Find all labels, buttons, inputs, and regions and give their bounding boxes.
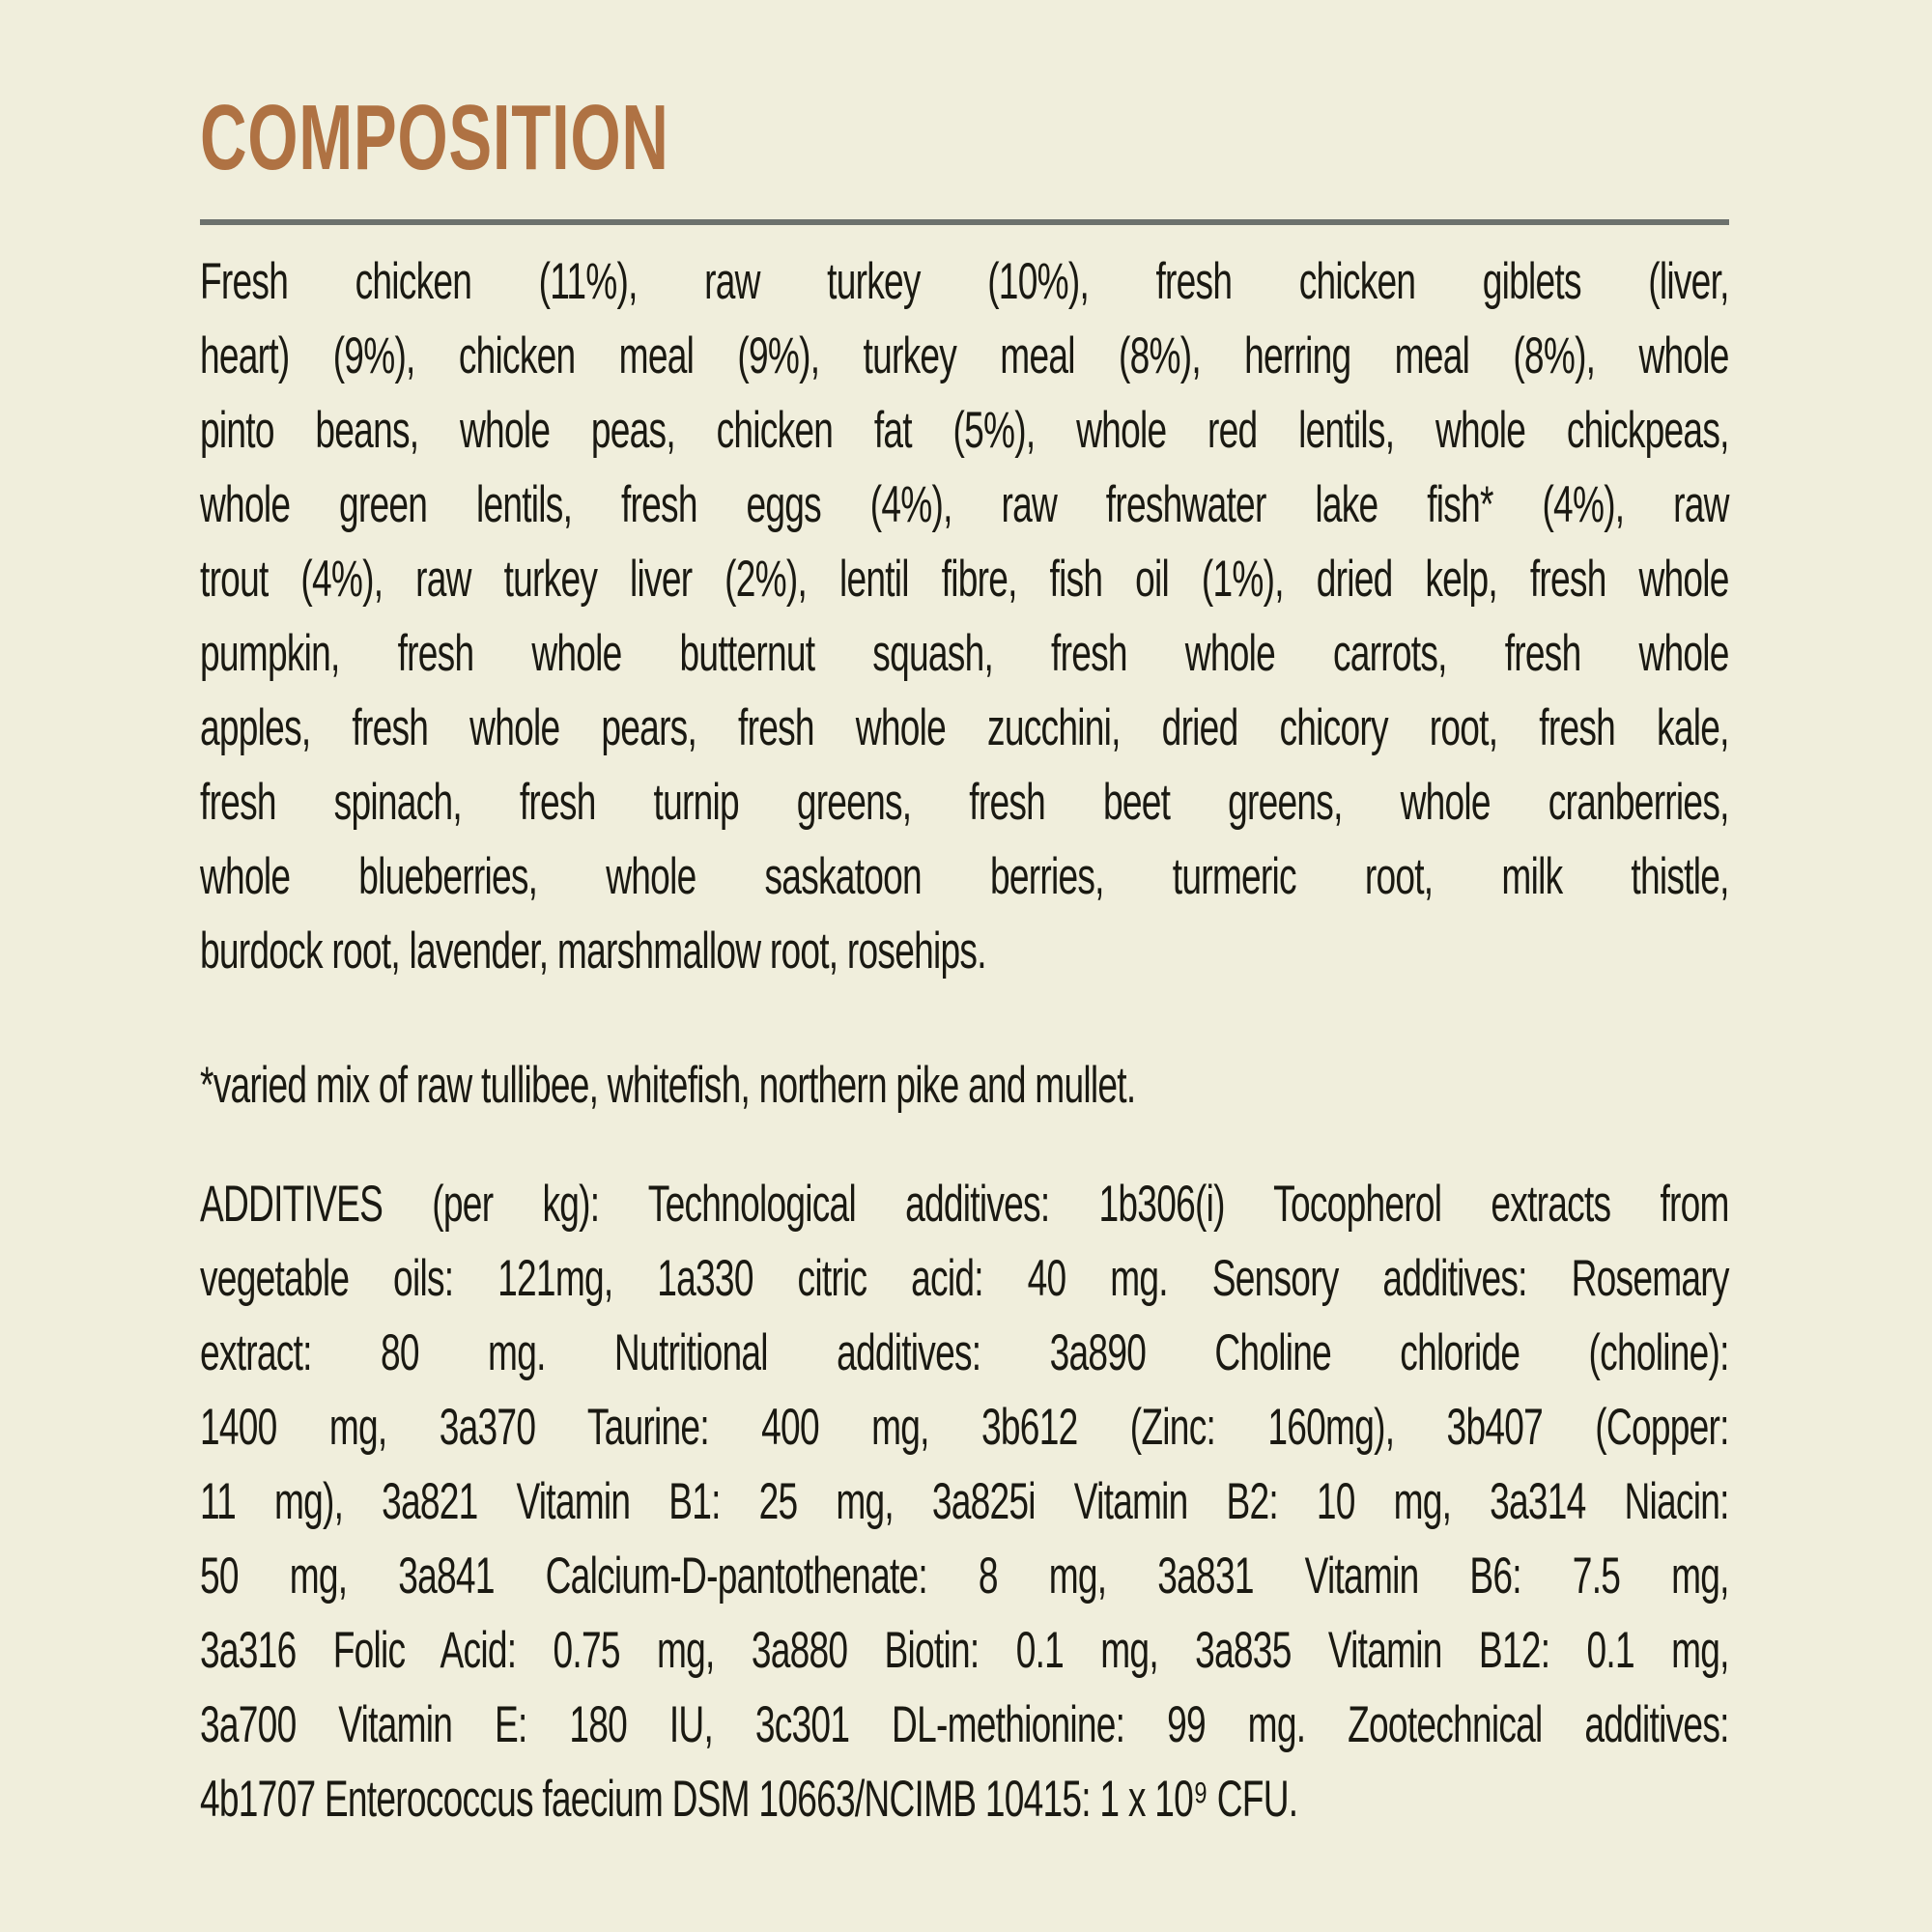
ingredients-line: whole green lentils, fresh eggs (4%), raw freshwater lake fish* (4%), raw [200, 476, 1729, 533]
ingredients-line: apples, fresh whole pears, fresh whole zucchini, dried chicory root, fresh kale, [200, 699, 1729, 756]
additives-line: extract: 80 mg. Nutritional additives: 3a890 Choline chloride (choline): [200, 1324, 1729, 1381]
ingredients-line: Fresh chicken (11%), raw turkey (10%), fresh chicken giblets (liver, [200, 253, 1729, 310]
fish-footnote [200, 1048, 1729, 1122]
ingredients-line: trout (4%), raw turkey liver (2%), lentil fibre, fish oil (1%), dried kelp, fresh whole [200, 551, 1729, 608]
ingredients-line: pumpkin, fresh whole butternut squash, fresh whole carrots, fresh whole [200, 625, 1729, 682]
additives-line: 3a700 Vitamin E: 180 IU, 3c301 DL-methionine: 99 mg. Zootechnical additives: [200, 1696, 1729, 1753]
ingredients-line: heart) (9%), chicken meal (9%), turkey meal (8%), herring meal (8%), whole [200, 327, 1729, 384]
additives-line: 4b1707 Enterococcus faecium DSM 10663/NCIMB 10415: 1 x 10⁹ CFU. [200, 1771, 1298, 1828]
additives-line: 1400 mg, 3a370 Taurine: 400 mg, 3b612 (Zinc: 160mg), 3b407 (Copper: [200, 1399, 1729, 1456]
ingredients-line: fresh spinach, fresh turnip greens, fresh beet greens, whole cranberries, [200, 774, 1729, 831]
ingredients-paragraph [200, 244, 1729, 988]
ingredients-line: whole blueberries, whole saskatoon berries, turmeric root, milk thistle, [200, 848, 1729, 905]
additives-line: ADDITIVES (per kg): Technological additives: 1b306(i) Tocopherol extracts from [200, 1176, 1729, 1233]
additives-line: 11 mg), 3a821 Vitamin B1: 25 mg, 3a825i Vitamin B2: 10 mg, 3a314 Niacin: [200, 1473, 1729, 1530]
footnote-line: *varied mix of raw tullibee, whitefish, northern pike and mullet. [200, 1057, 1136, 1114]
additives-paragraph [200, 1167, 1729, 1836]
ingredients-line: pinto beans, whole peas, chicken fat (5%), whole red lentils, whole chickpeas, [200, 402, 1729, 459]
section-title: COMPOSITION [200, 86, 669, 189]
ingredients-line: burdock root, lavender, marshmallow root, rosehips. [200, 923, 986, 980]
divider-rule [200, 219, 1729, 225]
additives-line: vegetable oils: 121mg, 1a330 citric acid: 40 mg. Sensory additives: Rosemary [200, 1250, 1729, 1307]
additives-line: 50 mg, 3a841 Calcium-D-pantothenate: 8 mg, 3a831 Vitamin B6: 7.5 mg, [200, 1548, 1729, 1605]
composition-section [200, 86, 1729, 1836]
additives-line: 3a316 Folic Acid: 0.75 mg, 3a880 Biotin: 0.1 mg, 3a835 Vitamin B12: 0.1 mg, [200, 1622, 1729, 1679]
